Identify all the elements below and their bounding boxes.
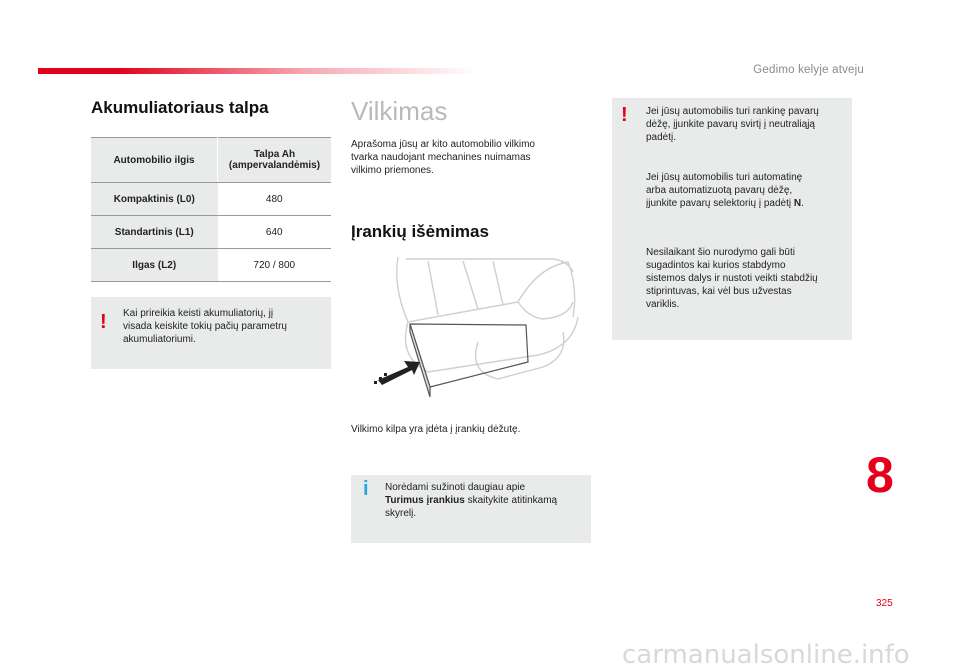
- desc-line: vilkimo priemones.: [351, 165, 434, 176]
- info-text: [385, 481, 557, 520]
- table-row-value: 720 / 800: [218, 249, 332, 282]
- capacity-header-line1: Talpa Ah: [253, 149, 296, 160]
- gearbox-warning-box: [612, 98, 852, 340]
- warning-line: dėžę, įjunkite pavarų svirtį į neutraliąją: [646, 119, 815, 130]
- table-row-value: 640: [218, 216, 332, 249]
- battery-title: Akumuliatoriaus talpa: [91, 98, 269, 117]
- battery-table: [91, 137, 331, 282]
- warning-icon: !: [621, 104, 628, 126]
- info-line: Norėdami sužinoti daugiau apie: [385, 482, 526, 493]
- warning-line: arba automatizuotą pavarų dėžę,: [646, 185, 793, 196]
- table-header-capacity: [218, 138, 332, 183]
- warning-line: stiprintuvas, kai vėl bus užvestas: [646, 286, 792, 297]
- warning-line: Nesilaikant šio nurodymo gali būti: [646, 247, 795, 258]
- info-box: [351, 475, 591, 543]
- warning-line: Jei jūsų automobilis turi automatinę: [646, 172, 803, 183]
- table-row-label: Kompaktinis (L0): [91, 183, 218, 216]
- table-header-length: Automobilio ilgis: [91, 138, 218, 183]
- info-line: skaitykite atitinkamą: [464, 495, 558, 506]
- table-row: [91, 216, 331, 249]
- warning-line: Jei jūsų automobilis turi rankinę pavarų: [646, 106, 819, 117]
- warning-line: padėtį.: [646, 132, 677, 143]
- table-row: [91, 183, 331, 216]
- chapter-number: 8: [866, 447, 894, 503]
- desc-line: Aprašoma jūsų ar kito automobilio vilkimo: [351, 139, 535, 150]
- tools-title: Įrankių išėmimas: [351, 222, 489, 241]
- warning-line: variklis.: [646, 299, 680, 310]
- warning-line: akumuliatoriumi.: [123, 334, 196, 345]
- gearbox-warning-p2: [646, 171, 804, 210]
- desc-line: tvarka naudojant mechanines nuimamas: [351, 152, 531, 163]
- battery-warning-box: [91, 297, 331, 369]
- page-number: 325: [876, 598, 893, 609]
- warning-line: įjunkite pavarų selektorių į padėtį: [646, 198, 794, 209]
- header-accent-bar: [38, 68, 478, 74]
- warning-line: visada keiskite tokių pačių parametrų: [123, 321, 287, 332]
- table-row: [91, 249, 331, 282]
- info-icon: i: [363, 478, 369, 500]
- table-row-label: Ilgas (L2): [91, 249, 218, 282]
- watermark[interactable]: carmanualsonline.info: [622, 640, 910, 670]
- table-row-label: Standartinis (L1): [91, 216, 218, 249]
- capacity-header-line2: (ampervalandėmis): [228, 160, 321, 171]
- towing-title: Vilkimas: [351, 96, 448, 126]
- chapter-title: Gedimo kelyje atveju: [753, 64, 864, 76]
- info-link-text: Turimus įrankius: [385, 495, 465, 506]
- warning-icon: !: [100, 311, 107, 333]
- towing-description: [351, 138, 581, 177]
- gearbox-warning-p1: [646, 105, 819, 144]
- warning-line: .: [801, 198, 804, 209]
- info-line: skyrelį.: [385, 508, 417, 519]
- battery-warning-text: [123, 307, 287, 346]
- tools-caption: Vilkimo kilpa yra įdėta į įrankių dėžutę.: [351, 424, 521, 435]
- warning-line: sistemos dalys ir nustoti veikti stabdžių: [646, 273, 818, 284]
- table-row-value: 480: [218, 183, 332, 216]
- warning-line: Kai prireikia keisti akumuliatorių, jį: [123, 308, 274, 319]
- table-header-row: [91, 138, 331, 183]
- warning-line: sugadintos kai kurios stabdymo: [646, 260, 786, 271]
- gearbox-warning-p3: [646, 246, 818, 311]
- toolbox-illustration: [368, 247, 588, 407]
- gear-position-label: N: [793, 198, 802, 209]
